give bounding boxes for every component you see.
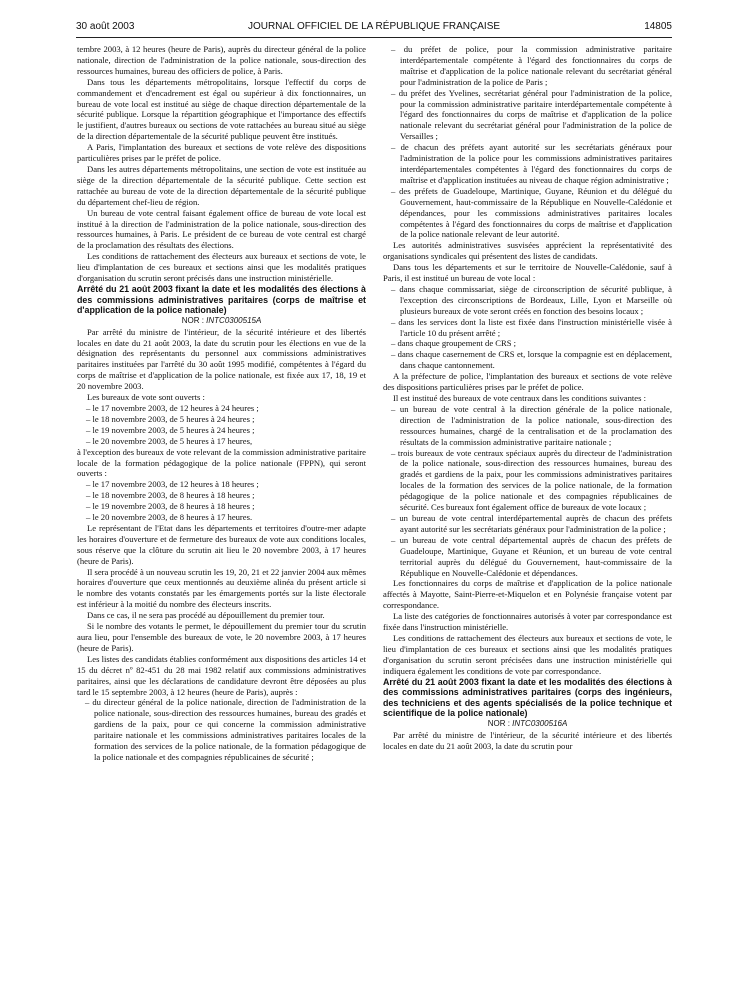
list-item: – le 17 novembre 2003, de 12 heures à 18 heures ;	[86, 479, 259, 490]
list-item: – du préfet des Yvelines, secrétariat général pour l'administration de la police, pour la commission administrative paritaire interdépartementale compétente à l'égard des fonctionnaires du corps de maîtrise et d'application de la police nationale relevant du secrétariat général pour l'administration de la police de Versailles ;	[391, 87, 672, 142]
list-item: – le 20 novembre 2003, de 8 heures à 17 heures.	[86, 512, 253, 523]
paragraph: Si le nombre des votants le permet, le dépouillement du premier tour du scrutin aura lieu, pour l'ensemble des bureaux de vote, le 20 novembre 2003, à 17 heures (heure de Paris).	[77, 621, 366, 653]
paragraph: Par arrêté du ministre de l'intérieur, de la sécurité intérieure et des libertés locales en date du 21 août 2003, la date du scrutin pour les élections en vue de la désignation des représentants du personnel aux commissions administratives paritaires instituées par l'arrêté du 30 août 1995 modifié, compétentes à l'égard du corps de maîtrise et d'application de la police nationale, est fixée aux 17, 18, 19 et 20 novembre 2003.	[77, 326, 366, 392]
header-rule	[76, 37, 672, 38]
paragraph: Dans ce cas, il ne sera pas procédé au dépouillement du premier tour.	[87, 610, 325, 621]
list-item: – le 18 novembre 2003, de 5 heures à 24 heures ;	[86, 413, 255, 424]
paragraph: Les autorités administratives susvisées apprécient la représentativité des organisations syndicales qui présentent des listes de candidats.	[383, 240, 672, 262]
paragraph: Les conditions de rattachement des électeurs aux bureaux et sections de vote, le lieu d'implantation de ces bureaux et sections ainsi que les modalités pratiques d'organisation du scrutin seront précisés dans une instruction ministérielle.	[77, 251, 366, 284]
nor-code: INTC0300515A	[206, 315, 262, 325]
list-item: – le 17 novembre 2003, de 12 heures à 24 heures ;	[86, 402, 259, 413]
list-item: – dans chaque casernement de CRS et, lorsque la compagnie est en déplacement, dans chaque cantonnement.	[391, 349, 672, 371]
paragraph: tembre 2003, à 12 heures (heure de Paris), auprès du directeur général de la police nationale, direction de l'administration de la police nationale, sous-direction des ressources humaines, bureau des officiers de police, à Paris.	[77, 44, 366, 76]
decree-title: Arrêté du 21 août 2003 fixant la date et les modalités des élections à des commissions administratives paritaires (corps des ingénieurs, des techniciens et des agents spécialisés de la police technique et scientifique de la police nationale)	[383, 676, 672, 719]
nor-label: NOR :	[181, 315, 204, 325]
paragraph: Dans les autres départements métropolitains, une section de vote est instituée au siège de la direction départementale de la sécurité publique. Cette section est rattachée au bureau de vote de la direction départementale de la sécurité publique du département chef-lieu de région.	[77, 163, 366, 207]
list-item: – un bureau de vote central départemental auprès de chacun des préfets de Guadeloupe, Martinique, Guyane et Réunion, et un bureau de vote central territorial auprès du délégué du Gouvernement, haut-commissaire de la République en Nouvelle-Calédonie et dépendances.	[391, 534, 672, 578]
paragraph: Les listes des candidats établies conformément aux dispositions des articles 14 et 15 du décret nº 82-451 du 28 mai 1982 relatif aux commissions administratives paritaires, ainsi que les déclarations de candidature devront être déposées au plus tard le 15 septembre 2003, à 12 heures (heure de Paris), auprès :	[77, 653, 366, 697]
left-column	[77, 44, 366, 763]
list-item: – le 19 novembre 2003, de 5 heures à 24 heures ;	[86, 424, 255, 435]
paragraph: Les conditions de rattachement des électeurs aux bureaux et sections de vote, le lieu d'implantation de ces bureaux et sections ainsi que les modalités pratiques d'organisation du scrutin seront précisées dans une instruction ministérielle qui indiquera également les conditions de vote par correspondance.	[383, 632, 672, 676]
paragraph: A la préfecture de police, l'implantation des bureaux et sections de vote relève des dispositions particulières prises par le préfet de police.	[383, 371, 672, 393]
paragraph: Il est institué des bureaux de vote centraux dans les conditions suivantes :	[393, 393, 646, 403]
nor-label: NOR :	[487, 718, 510, 728]
paragraph: Les bureaux de vote sont ouverts :	[87, 392, 205, 403]
list-item: – le 20 novembre 2003, de 5 heures à 17 heures,	[86, 435, 253, 446]
paragraph: Les fonctionnaires du corps de maîtrise et d'application de la police nationale affectés à Mayotte, Saint-Pierre-et-Miquelon et en Polynésie française votent par correspondance.	[383, 578, 672, 611]
paragraph: Le représentant de l'Etat dans les départements et territoires d'outre-mer adapte les horaires d'ouverture et de fermeture des bureaux de vote aux conditions locales, sous réserve que la clôture du scrutin ait lieu le 20 novembre 2003, à 17 heures (heure de Paris).	[77, 522, 366, 566]
decree-title: Arrêté du 21 août 2003 fixant la date et les modalités des élections à des commissions administratives paritaires (corps de maîtrise et d'application de la police nationale)	[77, 283, 366, 316]
header-date: 30 août 2003	[76, 21, 135, 32]
list-item: – un bureau de vote central à la direction générale de la police nationale, direction de l'administration de la police nationale, sous-direction des ressources humaines, chargé de la centralisation et de la proclamation des résultats de la commission administrative paritaire nationale ;	[391, 403, 672, 447]
paragraph: à l'exception des bureaux de vote relevant de la commission administrative paritaire locale de la formation pédagogique de la police nationale (FPPN), qui seront ouverts :	[77, 446, 366, 479]
right-column	[383, 44, 672, 752]
paragraph: Il sera procédé à un nouveau scrutin les 19, 20, 21 et 22 janvier 2004 aux mêmes horaires d'ouverture que ceux mentionnés au deuxième alinéa du présent article si le nombre des votants constatés par les émargements portés sur la liste électorale est inférieur à la moitié du nombre des électeurs inscrits.	[77, 566, 366, 610]
list-item: – un bureau de vote central interdépartemental auprès de chacun des préfets ayant autorité sur les secrétariats généraux pour l'administration de la police ;	[391, 512, 672, 534]
list-item: – le 19 novembre 2003, de 8 heures à 18 heures ;	[86, 501, 255, 512]
nor-reference	[383, 719, 672, 730]
paragraph: Dans tous les départements et sur le territoire de Nouvelle-Calédonie, sauf à Paris, il est institué un bureau de vote local :	[383, 262, 672, 284]
paragraph: A Paris, l'implantation des bureaux et sections de vote relève des dispositions particulières prises par le préfet de police.	[77, 142, 366, 164]
list-item: – dans les services dont la liste est fixée dans l'instruction ministérielle visée à l'article 10 du présent arrêté ;	[391, 316, 672, 338]
nor-reference	[77, 316, 366, 327]
paragraph: Un bureau de vote central faisant également office de bureau de vote local est institué à la direction de l'administration de la police nationale, sous-direction des ressources humaines, à Paris. Le président de ce bureau de vote central est chargé de la proclamation des résultats des élections.	[77, 207, 366, 251]
list-item: – dans chaque groupement de CRS ;	[391, 338, 517, 349]
paragraph: La liste des catégories de fonctionnaires autorisés à voter par correspondance est fixée dans l'instruction ministérielle.	[383, 611, 672, 633]
list-item: – du directeur général de la police nationale, direction de l'administration de la police nationale, sous-direction des ressources humaines, bureau des gradés et gardiens de la paix, pour ce qui concerne la commission administrative paritaire nationale et les commissions administratives paritaires locales de la formation des services de la police nationale, de la formation pédagogique de la police nationale et des compagnies républicaines de sécurité ;	[85, 697, 366, 762]
journal-title: JOURNAL OFFICIEL DE LA RÉPUBLIQUE FRANÇAISE	[247, 21, 501, 32]
nor-code: INTC0300516A	[512, 718, 568, 728]
list-item: – de chacun des préfets ayant autorité sur les secrétariats généraux pour l'administration de la police pour les commissions administratives paritaires interdépartementales compétentes à l'égard des fonctionnaires du corps de maîtrise et d'application instituées au niveau de chaque région administrative ;	[391, 142, 672, 185]
page-number: 14805	[644, 21, 672, 32]
list-item: – du préfet de police, pour la commission administrative paritaire interdépartementale compétente à l'égard des fonctionnaires du corps de maîtrise et d'application de la police nationale relevant du secrétariat général pour l'administration de la police de Paris ;	[391, 44, 672, 87]
list-item: – dans chaque commissariat, siège de circonscription de sécurité publique, à l'exception des circonscriptions de Bordeaux, Lille, Lyon et Marseille où plusieurs bureaux de vote seront créés en fonction des besoins locaux ;	[391, 283, 672, 316]
paragraph: Dans tous les départements métropolitains, lorsque l'effectif du corps de commandement et d'encadrement est égal ou supérieur à dix fonctionnaires, un bureau de vote local est institué au siège de chaque direction départementale de la sécurité publique. Lorsque la répartition géographique et l'importance des effectifs le justifient, d'autres bureaux ou sections de vote rattachées au bureau situé au siège de la direction départementale de la sécurité publique peuvent être institués.	[77, 76, 366, 142]
page-header	[76, 21, 672, 35]
list-item: – des préfets de Guadeloupe, Martinique, Guyane, Réunion et du délégué du Gouvernement, haut-commissaire de la République en Nouvelle-Calédonie et dépendances, pour les commissions administratives paritaires locales compétentes à l'égard des fonctionnaires du corps de maîtrise et d'application de la police nationale relevant de leur autorité.	[391, 185, 672, 240]
paragraph: Par arrêté du ministre de l'intérieur, de la sécurité intérieure et des libertés locales en date du 21 août 2003, la date du scrutin pour	[383, 729, 672, 751]
list-item: – trois bureaux de vote centraux spéciaux auprès du directeur de l'administration de la police nationale, sous-direction des ressources humaines, bureau des gradés et gardiens de la paix, pour les commissions administratives paritaires locales de la formation des services de la police nationale, de la formation pédagogique de la police nationale et des compagnies républicaines de sécurité. Ces bureaux font également office de bureaux de vote locaux ;	[391, 447, 672, 513]
list-item: – le 18 novembre 2003, de 8 heures à 18 heures ;	[86, 490, 255, 501]
